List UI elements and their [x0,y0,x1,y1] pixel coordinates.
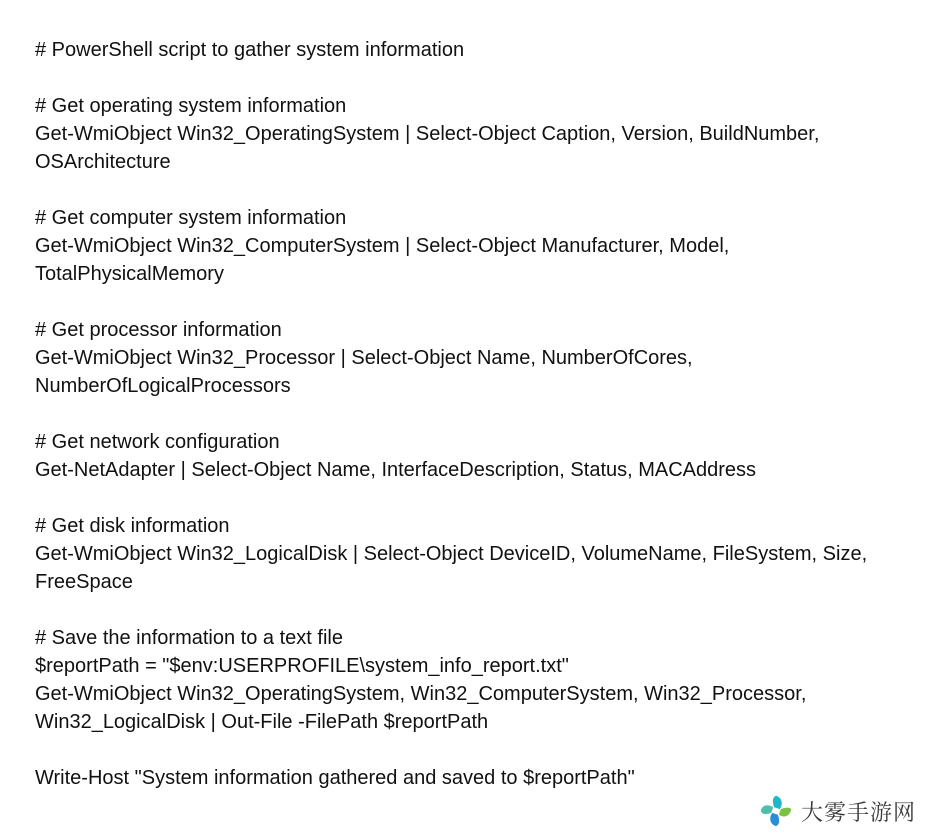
comment-line: # Get disk information [35,515,230,537]
code-line: Get-WmiObject Win32_OperatingSystem | Select-Object Caption, Version, BuildNumber, [35,123,820,145]
code-line: Win32_LogicalDisk | Out-File -FilePath $reportPath [35,711,489,733]
code-line: Get-WmiObject Win32_OperatingSystem, Win32_ComputerSystem, Win32_Processor, [35,683,807,705]
blank-line [35,288,930,316]
comment-line: # Save the information to a text file [35,627,343,649]
blank-line [35,484,930,512]
comment-line: # Get network configuration [35,431,280,453]
script-document [35,36,930,792]
site-watermark [757,792,916,830]
code-line: FreeSpace [35,571,133,593]
code-line: TotalPhysicalMemory [35,263,224,285]
code-line: Get-NetAdapter | Select-Object Name, InterfaceDescription, Status, MACAddress [35,459,757,481]
code-line: Get-WmiObject Win32_LogicalDisk | Select-Object DeviceID, VolumeName, FileSystem, Size, [35,543,868,565]
code-line: $reportPath = "$env:USERPROFILE\system_info_report.txt" [35,655,569,677]
comment-line: # PowerShell script to gather system information [35,39,465,61]
blank-line [35,596,930,624]
code-line: Get-WmiObject Win32_ComputerSystem | Select-Object Manufacturer, Model, [35,235,730,257]
code-line: Write-Host "System information gathered and saved to $reportPath" [35,767,635,789]
code-line: Get-WmiObject Win32_Processor | Select-Object Name, NumberOfCores, [35,347,693,369]
blank-line [35,400,930,428]
code-line: OSArchitecture [35,151,171,173]
leaf-pinwheel-icon [757,792,795,830]
blank-line [35,736,930,764]
comment-line: # Get processor information [35,319,282,341]
watermark-text: 大雾手游网 [800,800,916,826]
blank-line [35,176,930,204]
code-line: NumberOfLogicalProcessors [35,375,291,397]
comment-line: # Get operating system information [35,95,347,117]
blank-line [35,64,930,92]
comment-line: # Get computer system information [35,207,347,229]
